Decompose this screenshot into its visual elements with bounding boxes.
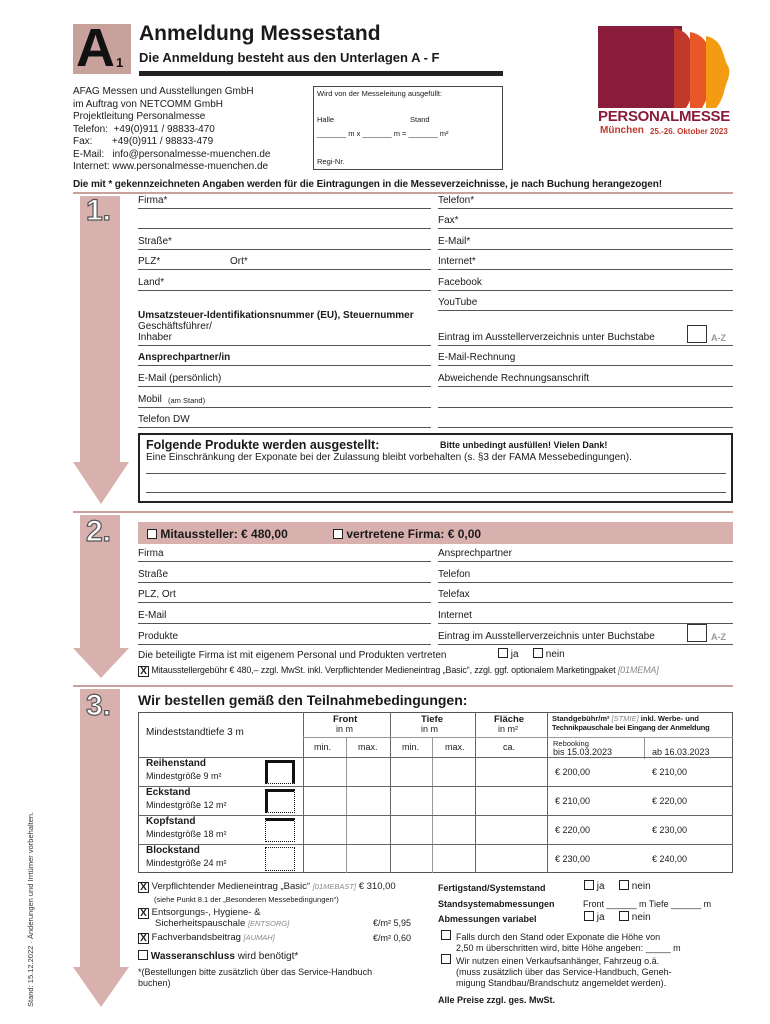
variable-yes-checkbox[interactable] (584, 911, 594, 921)
col-tiefe-min: min. (402, 742, 420, 752)
section1-number: 1. (86, 194, 112, 227)
footnote: *(Bestellungen bitte zusätzlich über das Service-Handbuch (138, 967, 373, 977)
contact-line: Fax: +49(0)911 / 98833-479 (73, 136, 214, 147)
row-min: Mindestgröße 24 m² (146, 858, 227, 868)
field-verzeichnis-buchstabe: Eintrag im Ausstellerverzeichnis unter Buchstabe (438, 332, 655, 343)
association-code: [AUMAH] (243, 933, 275, 942)
disposal-price: €/m² 5,95 (373, 918, 412, 928)
products-title: Folgende Produkte werden ausgestellt: (146, 438, 380, 452)
reihenstand-icon[interactable] (265, 760, 295, 784)
field-mobil-note: (am Stand) (168, 396, 206, 405)
col-flaeche: Fläche (494, 714, 525, 725)
fee-text: Mitausstellergebühr € 480,– zzgl. MwSt. inkl. Verpflichtender Medieneintrag „Basic“, zzgl. ggf. optionalem Marketingpaket (151, 665, 616, 675)
section2-band (73, 511, 733, 513)
field-mobil[interactable]: Mobil (138, 394, 162, 405)
field-telefon[interactable]: Telefon* (438, 195, 475, 206)
col-front-max: max. (358, 742, 378, 752)
variable-dims-no[interactable] (619, 911, 651, 923)
field-geschaeftsfuehrer[interactable]: Geschäftsführer/ (138, 321, 212, 332)
trailer-text: Wir nutzen einen Verkaufsanhänger, Fahrzeug o.ä. (456, 956, 660, 966)
s2-field-plz-ort[interactable]: PLZ, Ort (138, 589, 176, 600)
page-title: Anmeldung Messestand (139, 22, 381, 45)
prices-note: Alle Preise zzgl. ges. MwSt. (438, 995, 556, 1005)
row-name: Blockstand (146, 845, 200, 856)
office-use-box (313, 86, 503, 170)
s2-field-strasse[interactable]: Straße (138, 569, 169, 580)
disposal-checkbox-checked[interactable]: X (138, 908, 149, 919)
water-connection[interactable] (138, 950, 298, 962)
row-name: Kopfstand (146, 816, 196, 827)
s2-field-telefon[interactable]: Telefon (438, 569, 471, 580)
s2-letter-box[interactable] (687, 624, 707, 642)
section1-arrow (80, 196, 120, 464)
section3-arrow (80, 689, 120, 969)
section2-arrow-head-icon (73, 648, 129, 678)
personalmesse-logo-icon (598, 22, 732, 108)
fee-header-2: inkl. Werbe- und (640, 714, 699, 723)
s2-field-produkte[interactable]: Produkte (138, 631, 179, 642)
products-line[interactable] (146, 473, 726, 474)
trailer-text-3: migung Standbau/Brandschutz angemeldet werden). (456, 978, 667, 988)
fee-header-3: Technikpauschale bei Eingang der Anmeldung (552, 723, 710, 732)
ja-label: ja (510, 649, 519, 660)
field-plz[interactable]: PLZ* (138, 256, 161, 267)
stand-label: Stand (410, 115, 430, 124)
fee-header-code: [STMIE] (611, 714, 639, 723)
ready-stand-yes[interactable] (584, 880, 605, 892)
section1-band (73, 192, 733, 194)
contact-line: im Auftrag von NETCOMM GmbH (73, 98, 224, 110)
water-checkbox[interactable] (138, 950, 148, 960)
own-staff-yes[interactable] (498, 648, 519, 660)
blockstand-icon[interactable] (265, 847, 295, 871)
row-min: Mindestgröße 9 m² (146, 771, 222, 781)
field-email[interactable]: E-Mail* (438, 236, 471, 247)
field-rechnungsanschrift[interactable]: Abweichende Rechnungsanschrift (438, 373, 590, 384)
own-staff-yes-checkbox[interactable] (498, 648, 508, 658)
field-internet[interactable]: Internet* (438, 256, 476, 267)
products-line[interactable] (146, 492, 726, 493)
s2-field-email[interactable]: E-Mail (138, 610, 167, 621)
row-price-2: € 240,00 (652, 854, 688, 864)
row-name: Eckstand (146, 787, 191, 798)
contact-line: AFAG Messen und Ausstellungen GmbH (73, 86, 254, 97)
section3-arrow-head-icon (73, 967, 129, 1007)
s2-field-ansprechpartner[interactable]: Ansprechpartner (438, 548, 512, 559)
form-badge-sub: 1 (116, 55, 124, 70)
nein-label: nein (545, 649, 565, 660)
products-note: Bitte unbedingt ausfüllen! Vielen Dank! (440, 440, 608, 450)
row-price-1: € 220,00 (555, 825, 591, 835)
water-label: Wasseranschluss (150, 951, 235, 962)
height-checkbox[interactable] (441, 930, 451, 940)
col-tiefe-unit: in m (421, 724, 439, 734)
field-land[interactable]: Land* (138, 277, 165, 288)
row-price-1: € 210,00 (555, 796, 591, 806)
association-label: Fachverbandsbeitrag (151, 932, 241, 943)
mitaussteller-label: Mitaussteller: € 480,00 (160, 527, 288, 541)
contact-line: Internet: www.personalmesse-muenchen.de (73, 161, 269, 172)
media-price: € 310,00 (358, 881, 396, 892)
rebooking-label: Rebooking (553, 739, 589, 748)
field-email-rechnung[interactable]: E-Mail-Rechnung (438, 352, 516, 363)
section3-number: 3. (86, 689, 112, 722)
field-telefon-dw[interactable]: Telefon DW (138, 414, 190, 425)
ready-no-checkbox[interactable] (619, 880, 629, 890)
s2-az-label: A-Z (711, 632, 726, 642)
fee-checkbox-checked[interactable]: X (138, 666, 149, 677)
association-fee (138, 932, 275, 944)
row-name: Reihenstand (146, 758, 207, 769)
row-price-2: € 210,00 (652, 767, 688, 777)
col-tiefe-max: max. (445, 742, 465, 752)
contact-line: Telefon: +49(0)911 / 98833-470 (73, 123, 215, 135)
mitaussteller-option[interactable] (147, 527, 288, 541)
col-tiefe: Tiefe (421, 714, 444, 725)
side-note: Stand: 15.12.2022 · Änderungen und Irrtümer vorbehalten. (26, 811, 35, 1007)
media-label: Verpflichtender Medieneintrag „Basic“ (151, 881, 311, 892)
variable-dims-label: Abmessungen variabel (438, 914, 537, 924)
required-notice: Die mit * gekennzeichneten Angaben werden für die Eintragungen in die Messeverzeichnisse, je nach Buchung herangezogen! (73, 179, 662, 190)
row-price-2: € 230,00 (652, 825, 688, 835)
min-depth-label: Mindeststandtiefe 3 m (146, 727, 244, 738)
footnote-2: buchen) (138, 978, 171, 988)
section3-band (73, 685, 733, 687)
ready-stand-no[interactable] (619, 880, 651, 892)
vertretene-firma-option[interactable] (333, 527, 481, 541)
vertretene-firma-label: vertretene Firma: € 0,00 (346, 527, 482, 541)
disposal-code: [ENTSORG] (247, 919, 290, 928)
field-youtube[interactable]: YouTube (438, 297, 478, 308)
section2-number: 2. (86, 515, 112, 548)
ja-label: ja (596, 912, 605, 923)
height-text: Falls durch den Stand oder Exponate die Höhe von (456, 932, 661, 942)
ja-label: ja (596, 881, 605, 892)
trailer-text-2: (muss zusätzlich über das Service-Handbuch, Geneh- (456, 967, 672, 977)
s2-field-verzeichnis: Eintrag im Ausstellerverzeichnis unter Buchstabe (438, 631, 655, 642)
nein-label: nein (631, 912, 651, 923)
system-dims-fields[interactable]: Front ______ m Tiefe ______ m (583, 899, 712, 909)
water-label-2: wird benötigt* (237, 951, 299, 962)
nein-label: nein (631, 881, 651, 892)
field-fax[interactable]: Fax* (438, 215, 459, 226)
logo-name: PERSONALMESSE (598, 108, 730, 125)
field-ort[interactable]: Ort* (230, 256, 248, 267)
own-staff-no-checkbox[interactable] (533, 648, 543, 658)
mitaussteller-fee (138, 665, 659, 677)
field-strasse[interactable]: Straße* (138, 236, 172, 247)
row-price-2: € 220,00 (652, 796, 688, 806)
ready-yes-checkbox[interactable] (584, 880, 594, 890)
disposal-label-2: Sicherheitspauschale (155, 918, 246, 929)
row-price-1: € 200,00 (555, 767, 591, 777)
az-label: A-Z (711, 333, 726, 343)
rebooking-date: bis 15.03.2023 (553, 747, 613, 757)
disposal-label: Entsorgungs-, Hygiene- & (151, 907, 261, 918)
kopfstand-icon[interactable] (265, 818, 295, 842)
variable-no-checkbox[interactable] (619, 911, 629, 921)
own-staff-no[interactable] (533, 648, 565, 660)
mitaussteller-checkbox[interactable] (147, 529, 157, 539)
logo-dates: 25.-26. Oktober 2023 (650, 127, 728, 136)
halle-label: Halle (317, 115, 335, 124)
field-ansprechpartner[interactable]: Ansprechpartner/in (138, 352, 231, 363)
section1-arrow-head-icon (73, 462, 129, 504)
variable-dims-yes[interactable] (584, 911, 605, 923)
s2-field-telefax[interactable]: Telefax (438, 589, 470, 600)
row-min: Mindestgröße 18 m² (146, 829, 227, 839)
after-date: ab 16.03.2023 (652, 747, 710, 757)
organizer-contact (73, 86, 270, 174)
eckstand-icon[interactable] (265, 789, 295, 813)
dimension-fields[interactable]: _______ m x _______ m = _______ m² (317, 129, 449, 138)
field-inhaber: Inhaber (138, 332, 172, 343)
col-flaeche-unit: in m² (498, 724, 518, 734)
s2-field-internet[interactable]: Internet (438, 610, 472, 621)
letter-box[interactable] (687, 325, 707, 343)
regi-nr-label: Regi-Nr. (317, 157, 345, 166)
col-flaeche-ca: ca. (503, 742, 516, 752)
title-rule (139, 71, 503, 76)
media-checkbox-checked[interactable]: X (138, 882, 149, 893)
office-box-title: Wird von der Messeleitung ausgefüllt: (317, 89, 443, 98)
disposal-line2 (155, 918, 289, 929)
form-badge-letter: A (76, 18, 115, 78)
field-facebook[interactable]: Facebook (438, 277, 482, 288)
s2-field-firma[interactable]: Firma (138, 548, 164, 559)
row-price-1: € 230,00 (555, 854, 591, 864)
ready-stand-label: Fertigstand/Systemstand (438, 883, 546, 893)
row-min: Mindestgröße 12 m² (146, 800, 227, 810)
contact-line: E-Mail: info@personalmesse-muenchen.de (73, 148, 271, 160)
trailer-checkbox[interactable] (441, 954, 451, 964)
association-price: €/m² 0,60 (373, 933, 412, 943)
media-note: (siehe Punkt 8.1 der „Besonderen Messebedingungen“) (154, 895, 339, 904)
media-code: [01MEBAST] (312, 882, 357, 891)
field-email-persoenlich[interactable]: E-Mail (persönlich) (138, 373, 222, 384)
fee-header-main: Standgebühr/m² (552, 714, 610, 723)
field-firma[interactable]: Firma* (138, 195, 168, 206)
fee-code: [01MEMA] (617, 665, 659, 675)
col-front: Front (333, 714, 358, 725)
order-title: Wir bestellen gemäß den Teilnahmebedingungen: (138, 692, 468, 708)
association-checkbox-checked[interactable]: X (138, 933, 149, 944)
products-text: Eine Einschränkung der Exponate bei der Zulassung bleibt vorbehalten (s. §3 der FAMA Messebedingungen). (146, 452, 632, 463)
own-staff-question: Die beteiligte Firma ist mit eigenem Personal und Produkten vertreten (138, 650, 447, 661)
col-front-min: min. (314, 742, 332, 752)
field-ust-id[interactable]: Umsatzsteuer-Identifikationsnummer (EU), Steuernummer (138, 310, 414, 321)
fee-header (552, 714, 732, 732)
media-entry (138, 881, 396, 893)
col-front-unit: in m (336, 724, 354, 734)
contact-line: Projektleitung Personalmesse (73, 111, 206, 122)
system-dims-label: Standsystemabmessungen (438, 899, 555, 909)
logo-city: München (600, 125, 644, 136)
page-subtitle: Die Anmeldung besteht aus den Unterlagen A - F (139, 50, 440, 65)
height-text-2[interactable]: 2,50 m überschritten wird, bitte Höhe angeben: _____ m (456, 943, 681, 953)
vertretene-firma-checkbox[interactable] (333, 529, 343, 539)
